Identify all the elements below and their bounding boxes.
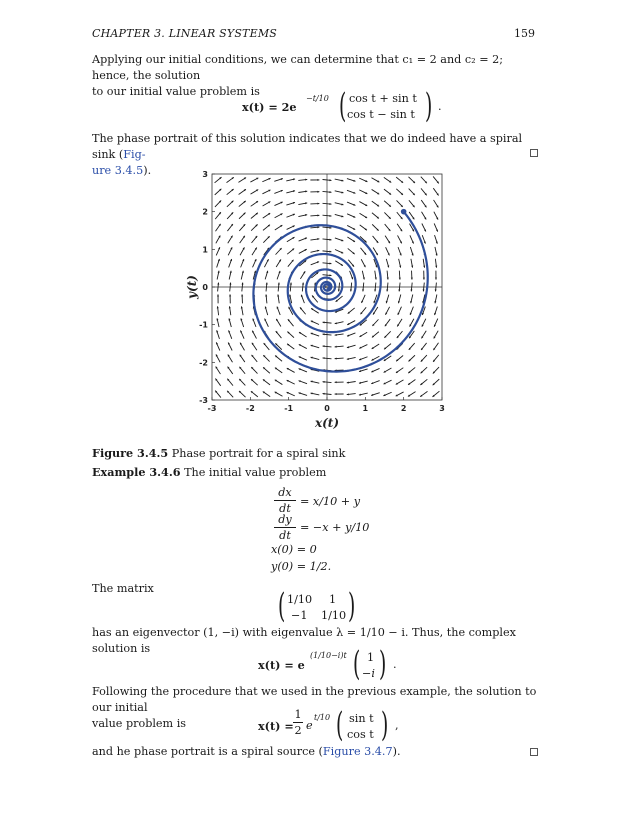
field-arrow-head <box>335 357 337 359</box>
eq3-exponent: t/10 <box>314 713 331 722</box>
eq2-lhs: x(t) = e <box>258 658 305 672</box>
field-arrow-head <box>323 333 325 335</box>
phase-line-2-end: ). <box>143 164 152 177</box>
x-tick-label: 1 <box>362 404 369 413</box>
field-arrow-head <box>290 283 292 285</box>
initial-condition-y: y(0) = 1/2. <box>271 560 332 573</box>
matrix <box>277 586 357 626</box>
eq3-top: sin t <box>349 712 374 725</box>
equation-complex-solution <box>258 644 397 684</box>
field-arrow-head <box>329 251 331 253</box>
example-intro: The initial value problem <box>184 466 327 479</box>
eq2-top: 1 <box>367 651 375 664</box>
figure-caption-text: Phase portrait for a spiral sink <box>171 447 346 460</box>
dy-rhs: = −x + y/10 <box>300 521 370 534</box>
ivp-system <box>268 486 408 576</box>
field-arrow-head <box>329 191 331 193</box>
y-tick-label: 2 <box>202 207 208 217</box>
dx-numerator: dx <box>278 486 292 499</box>
example-label: Example 3.4.6 <box>92 465 181 479</box>
figure-caption-label: Figure 3.4.5 <box>92 446 169 460</box>
dy-denominator: dt <box>279 529 291 542</box>
equation-real-solution <box>258 705 399 745</box>
eq2-end: . <box>393 658 397 671</box>
eq1-left-paren: ( <box>338 86 347 126</box>
matrix-left-paren: ( <box>277 586 286 626</box>
field-arrow-head <box>374 289 376 291</box>
equation-solution <box>240 86 442 126</box>
intro-line-2: to our initial value problem is <box>92 85 260 98</box>
field-arrow-head <box>229 283 231 285</box>
x-tick-label: -1 <box>284 404 294 413</box>
field-arrow-head <box>241 294 243 296</box>
field-arrow-head <box>386 289 388 291</box>
field-arrow-head <box>329 215 331 217</box>
y-axis-label: y(t) <box>185 275 199 299</box>
eq3-e: e <box>306 719 313 732</box>
field-arrow-head <box>435 289 437 291</box>
matrix-a22: 1/10 <box>321 609 347 622</box>
field-arrow-head <box>411 278 413 280</box>
field-arrow-head <box>338 289 340 291</box>
dy-numerator: dy <box>278 513 292 526</box>
field-arrow-head <box>241 283 243 285</box>
matrix-a21: −1 <box>291 609 308 622</box>
field-arrow-head <box>362 289 364 291</box>
field-arrow-head <box>435 278 437 280</box>
final-line <box>92 744 401 760</box>
eq3-half <box>293 708 303 737</box>
field-arrow-head <box>229 294 231 296</box>
field-arrow-head <box>317 226 319 228</box>
y-tick-label: 0 <box>202 283 208 292</box>
matrix-a12: 1 <box>329 593 337 606</box>
figure-link-part-2[interactable]: ure 3.4.5 <box>92 164 144 177</box>
example-heading <box>92 464 326 481</box>
field-arrow-head <box>278 283 280 285</box>
matrix-intro: The matrix <box>92 582 154 595</box>
y-tick-label: 3 <box>202 170 208 179</box>
eq1-top: cos t + sin t <box>349 92 417 105</box>
phase-portrait-chart <box>185 168 456 436</box>
initial-point <box>401 209 407 215</box>
field-arrow-head <box>323 381 325 383</box>
dy-dt-fraction <box>274 513 296 542</box>
field-arrow-head <box>302 283 304 285</box>
field-arrow-head <box>399 278 401 280</box>
intro-line-1: Applying our initial conditions, we can determine that c₁ = 2 and c₂ = 2; hence, the solution <box>92 53 504 82</box>
field-arrow-head <box>350 289 352 291</box>
procedure-line-1: Following the procedure that we used in the previous example, the solution to our initial <box>92 685 537 714</box>
field-arrow-head <box>410 289 412 291</box>
matrix-a11: 1/10 <box>287 593 313 606</box>
field-arrow-head <box>265 294 267 296</box>
y-tick-label: 1 <box>202 245 208 255</box>
x-tick-label: 2 <box>400 404 407 413</box>
eq3-half-num: 1 <box>294 708 302 721</box>
eq3-right-paren: ) <box>380 705 389 745</box>
x-tick-label: -3 <box>207 404 217 413</box>
eq1-lhs: x(t) = 2e <box>242 100 297 114</box>
eigen-line: has an eigenvector (1, −i) with eigenvalue λ = 1/10 − i. Thus, the complex solution is <box>92 626 516 655</box>
figure-link-part-1[interactable]: Fig- <box>123 148 146 161</box>
eq1-exponent: −t/10 <box>306 94 329 103</box>
phase-portrait-figure <box>185 168 456 440</box>
field-arrow-head <box>323 357 325 359</box>
final-line-text: and he phase portrait is a spiral source ( <box>92 745 323 758</box>
field-arrow-head <box>266 283 268 285</box>
field-arrow-head <box>317 191 319 193</box>
field-arrow-head <box>329 203 331 205</box>
eq3-half-den: 2 <box>294 724 302 737</box>
eq3-lhs: x(t) = <box>258 719 294 733</box>
field-arrow-head <box>423 289 425 291</box>
eq2-left-paren: ( <box>352 644 361 684</box>
field-arrow-head <box>217 283 219 285</box>
eq1-right-paren: ) <box>424 86 433 126</box>
field-arrow-head <box>323 321 325 323</box>
field-arrow-head <box>217 294 219 296</box>
field-arrow-head <box>323 393 325 395</box>
page-number: 159 <box>514 27 535 40</box>
field-arrow-head <box>317 214 319 216</box>
field-arrow-head <box>323 345 325 347</box>
field-arrow-head <box>387 278 389 280</box>
x-tick-label: 3 <box>439 404 445 413</box>
initial-condition-x: x(0) = 0 <box>271 543 317 556</box>
matrix-right-paren: ) <box>347 586 356 626</box>
field-arrow-head <box>329 239 331 241</box>
x-tick-label: 0 <box>324 404 330 413</box>
eq3-end: , <box>395 719 399 732</box>
figure-caption <box>92 445 345 462</box>
field-arrow-head <box>329 262 331 264</box>
field-arrow-head <box>317 179 319 181</box>
dx-rhs: = x/10 + y <box>300 495 361 508</box>
field-arrow-head <box>335 393 337 395</box>
procedure-line-2: value problem is <box>92 717 187 730</box>
field-arrow-head <box>398 289 400 291</box>
dx-denominator: dt <box>279 502 291 515</box>
eq2-right-paren: ) <box>378 644 387 684</box>
x-axis-label: x(t) <box>314 416 340 430</box>
field-arrow-head <box>335 381 337 383</box>
qed-box-1 <box>530 149 538 157</box>
eq3-left-paren: ( <box>335 705 344 745</box>
phase-line-1: The phase portrait of this solution indicates that we do indeed have a spiral sink ( <box>92 132 523 161</box>
y-tick-label: -2 <box>199 358 208 368</box>
x-tick-label: -2 <box>245 404 255 413</box>
figure-link-3-4-7[interactable]: Figure 3.4.7 <box>322 745 393 758</box>
eq3-bottom: cos t <box>347 728 374 741</box>
final-line-end: ). <box>392 745 401 758</box>
eq1-end: . <box>438 100 442 113</box>
field-arrow-head <box>329 274 331 276</box>
field-arrow-head <box>335 346 337 348</box>
eq2-bottom: −i <box>362 667 375 680</box>
dx-dt-fraction <box>274 486 296 515</box>
y-tick-label: -3 <box>199 396 208 405</box>
qed-box-2 <box>530 748 538 756</box>
eq1-bottom: cos t − sin t <box>347 108 415 121</box>
eq2-exponent: (1/10−i)t <box>310 651 347 660</box>
field-arrow-head <box>329 179 331 181</box>
chapter-header: CHAPTER 3. LINEAR SYSTEMS <box>92 27 278 40</box>
y-tick-label: -1 <box>199 320 208 330</box>
field-arrow-head <box>423 278 425 280</box>
field-arrow-head <box>317 203 319 205</box>
